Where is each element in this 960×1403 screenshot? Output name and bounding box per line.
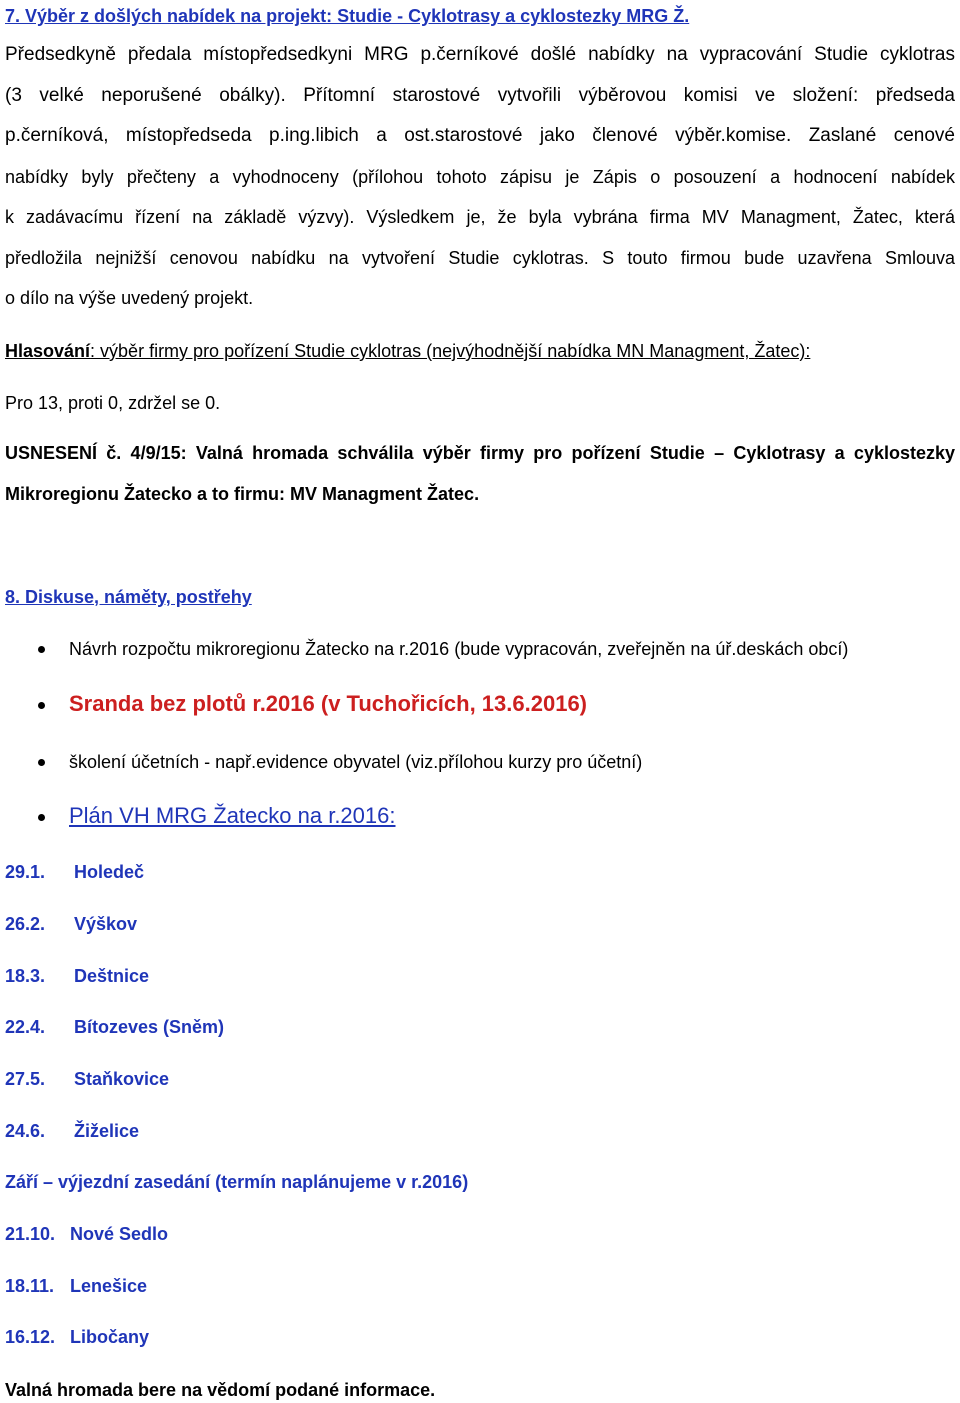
bullet-icon <box>38 814 45 821</box>
section-8-heading: 8. Diskuse, náměty, postřehy <box>5 587 252 607</box>
vote-result: Pro 13, proti 0, zdržel se 0. <box>5 393 221 413</box>
paragraph-line-3: p.černíková, místopředseda p.ing.libich a ost.starostové jako členové výběr.komise. Zaslané cenové <box>5 125 955 146</box>
section-7-heading: 7. Výběr z došlých nabídek na projekt: Studie - Cyklotrasy a cyklostezky MRG Ž. <box>5 6 690 26</box>
resolution-line-2: Mikroregionu Žatecko a to firmu: MV Managment Žatec. <box>5 484 480 504</box>
paragraph-line-2: (3 velké neporušené obálky). Přítomní starostové vytvořili výběrovou komisi ve složení: předseda <box>5 85 955 106</box>
bullet-icon <box>38 646 45 653</box>
bullet-icon <box>38 759 45 766</box>
closing-statement: Valná hromada bere na vědomí podané informace. <box>5 1380 436 1400</box>
vote-label: Hlasování <box>5 341 91 361</box>
schedule-date-3: 18.3. <box>5 966 46 986</box>
paragraph-line-5: k zadávacímu řízení na základě výzvy). Výsledkem je, že byla vybrána firma MV Managment, Žatec, která <box>5 207 955 227</box>
schedule-date-5: 27.5. <box>5 1069 46 1089</box>
schedule-date-1: 29.1. <box>5 862 46 882</box>
vote-line <box>5 340 810 362</box>
bullet-item-sranda: Sranda bez plotů r.2016 (v Tuchořicích, 13.6.2016) <box>69 691 588 716</box>
schedule-place-8: Lenešice <box>70 1276 148 1296</box>
schedule-date-4: 22.4. <box>5 1017 46 1037</box>
schedule-place-5: Staňkovice <box>74 1069 170 1089</box>
bullet-item-plan: Plán VH MRG Žatecko na r.2016: <box>69 803 396 828</box>
schedule-date-6: 24.6. <box>5 1121 46 1141</box>
paragraph-line-6: předložila nejnižší cenovou nabídku na vytvoření Studie cyklotras. S touto firmou bude uzavřena Smlouva <box>5 248 955 268</box>
vote-text: : výběr firmy pro pořízení Studie cyklotras (nejvýhodnější nabídka MN Managment, Žatec): <box>90 341 811 361</box>
schedule-place-9: Libočany <box>70 1327 150 1347</box>
schedule-place-6: Žiželice <box>74 1121 140 1141</box>
schedule-place-7: Nové Sedlo <box>70 1224 169 1244</box>
schedule-date-8: 18.11. <box>5 1276 55 1296</box>
resolution-line-1: USNESENÍ č. 4/9/15: Valná hromada schválila výběr firmy pro pořízení Studie – Cyklotrasy a cyklostezky <box>5 443 955 463</box>
paragraph-line-7: o dílo na výše uvedený projekt. <box>5 288 254 308</box>
bullet-item-training: školení účetních - např.evidence obyvatel (viz.přílohou kurzy pro účetní) <box>69 752 643 772</box>
paragraph-line-4: nabídky byly přečteny a vyhodnoceny (přílohou tohoto zápisu je Zápis o posouzení a hodnocení nabídek <box>5 167 955 187</box>
schedule-date-7: 21.10. <box>5 1224 56 1244</box>
schedule-date-9: 16.12. <box>5 1327 56 1347</box>
paragraph-line-1: Předsedkyně předala místopředsedkyni MRG p.černíkové došlé nabídky na vypracování Studie cyklotras <box>5 44 955 65</box>
september-note: Září – výjezdní zasedání (termín naplánujeme v r.2016) <box>5 1172 469 1192</box>
schedule-place-1: Holedeč <box>74 862 145 882</box>
bullet-icon <box>38 702 45 709</box>
schedule-place-4: Bítozeves (Sněm) <box>74 1017 225 1037</box>
bullet-item-budget: Návrh rozpočtu mikroregionu Žatecko na r.2016 (bude vypracován, zveřejněn na úř.deskách obcí) <box>69 639 849 659</box>
schedule-date-2: 26.2. <box>5 914 46 934</box>
schedule-place-2: Výškov <box>74 914 138 934</box>
schedule-place-3: Deštnice <box>74 966 150 986</box>
